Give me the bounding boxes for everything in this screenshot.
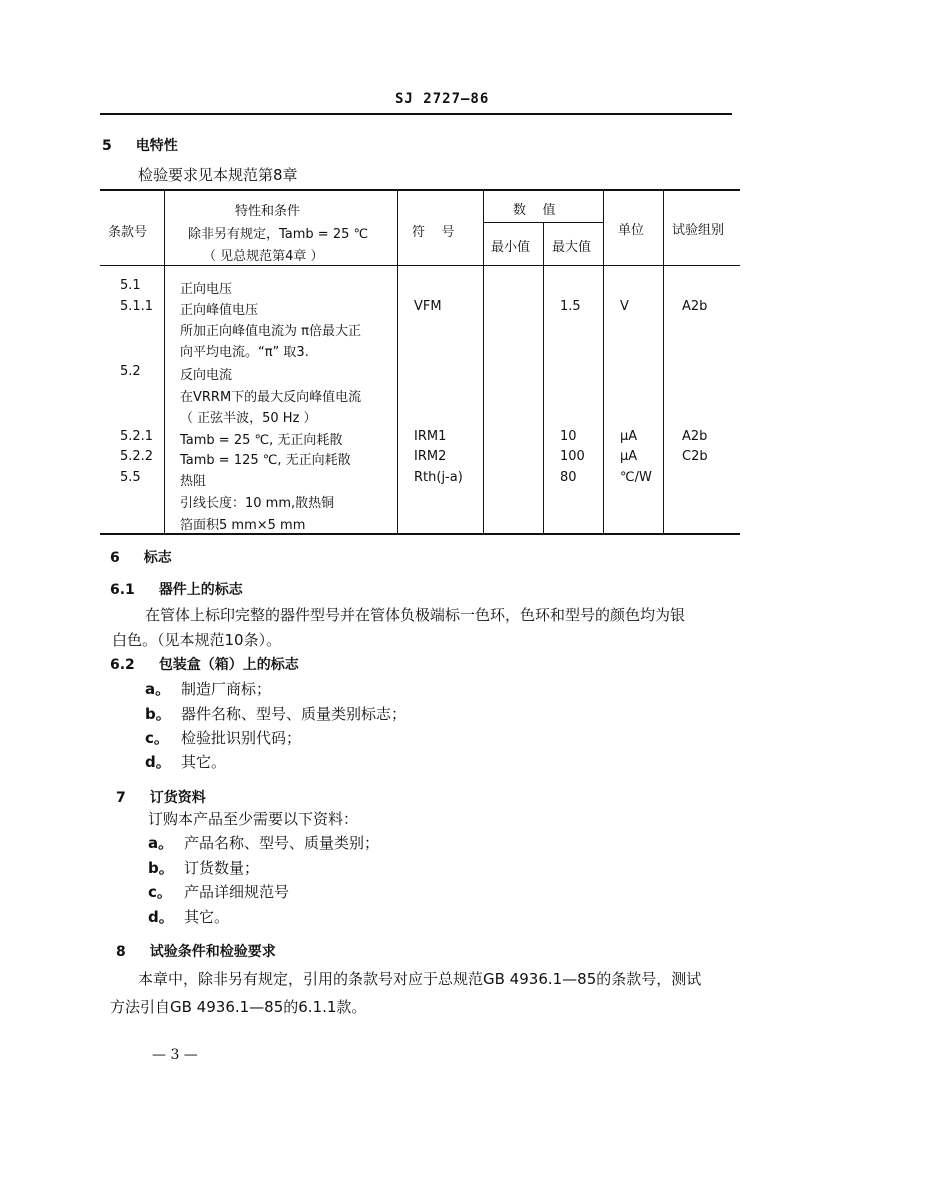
- section-number: 6.2: [110, 657, 135, 673]
- cell-symbol: VFM: [414, 299, 442, 314]
- document-code: SJ 2727—86: [395, 91, 490, 107]
- section-number: 7: [116, 790, 126, 806]
- cell-symbol: IRM2: [414, 449, 447, 464]
- col-header-reference: （ 见总规范第4章 ）: [203, 249, 324, 264]
- col-header-condition: 除非另有规定，Tamb = 25 ℃: [188, 227, 369, 242]
- cell-clause: 5.2.2: [120, 449, 154, 464]
- section-6-1-paragraph-line1: 在管体上标印完整的器件型号并在管体负极端标一色环，色环和型号的颜色均为银: [145, 606, 686, 624]
- section-5-heading: [102, 135, 178, 155]
- list-text: 产品详细规范号: [184, 883, 290, 901]
- list-text: 产品名称、型号、质量类别；: [184, 834, 380, 852]
- cell-characteristic: Tamb = 25 ℃, 无正向耗散: [180, 433, 343, 448]
- section-number: 6: [110, 550, 120, 566]
- col-header-value: 数 值: [513, 203, 556, 218]
- section-title: 包装盒（箱）上的标志: [158, 657, 299, 673]
- cell-characteristic: 正向电压: [180, 282, 233, 297]
- col-divider-4: [543, 222, 544, 534]
- list-item: [148, 832, 379, 853]
- col-header-unit: 单位: [618, 223, 645, 238]
- table-header-rule: [100, 265, 740, 266]
- list-text: 检验批识别代码；: [181, 729, 302, 747]
- cell-unit: μA: [620, 449, 638, 464]
- section-number: 5: [102, 138, 112, 154]
- cell-clause: 5.2.1: [120, 429, 154, 444]
- list-item: [145, 727, 301, 748]
- cell-clause: 5.2: [120, 364, 141, 379]
- section-7-heading: [116, 787, 206, 807]
- cell-unit: μA: [620, 429, 638, 444]
- col-header-symbol: 符 号: [412, 225, 455, 240]
- cell-symbol: Rth(j-a): [414, 470, 463, 485]
- cell-test-group: A2b: [682, 299, 708, 314]
- section-number: 8: [116, 944, 126, 960]
- cell-characteristic: 所加正向峰值电流为 π倍最大正: [180, 324, 361, 339]
- cell-characteristic: 在VRRM下的最大反向峰值电流: [180, 390, 362, 405]
- section-6-heading: [110, 547, 172, 567]
- section-8-heading: [116, 941, 276, 961]
- section-7-intro: 订购本产品至少需要以下资料：: [148, 810, 359, 828]
- list-item: [148, 857, 259, 878]
- cell-characteristic: 向平均电流。“π” 取3.: [180, 345, 309, 360]
- cell-test-group: A2b: [682, 429, 708, 444]
- cell-max-value: 10: [560, 429, 577, 444]
- section-6-2-heading: [110, 654, 299, 674]
- list-label: b。: [145, 705, 171, 723]
- list-text: 订货数量；: [184, 859, 260, 877]
- list-label: c。: [148, 883, 172, 901]
- list-item: [145, 751, 226, 772]
- page-number: — 3 —: [152, 1047, 198, 1063]
- section-5-intro: 检验要求见本规范第8章: [138, 166, 298, 184]
- section-title: 试验条件和检验要求: [149, 944, 276, 960]
- section-title: 电特性: [135, 138, 178, 154]
- col-header-characteristic: 特性和条件: [235, 204, 301, 219]
- cell-clause: 5.1.1: [120, 299, 154, 314]
- section-6-1-heading: [110, 579, 243, 599]
- col-divider-3: [483, 190, 484, 534]
- cell-characteristic: 正向峰值电压: [180, 303, 259, 318]
- cell-max-value: 100: [560, 449, 585, 464]
- cell-clause: 5.1: [120, 278, 141, 293]
- cell-unit: ℃/W: [620, 470, 652, 485]
- col-header-max: 最大值: [552, 240, 592, 255]
- cell-test-group: C2b: [682, 449, 708, 464]
- col-divider-2: [397, 190, 398, 534]
- header-rule: [100, 113, 732, 115]
- section-8-paragraph-line1: 本章中，除非另有规定，引用的条款号对应于总规范GB 4936.1—85的条款号，测试: [138, 970, 702, 988]
- list-text: 制造厂商标；: [181, 680, 272, 698]
- section-number: 6.1: [110, 582, 135, 598]
- cell-max-value: 1.5: [560, 299, 581, 314]
- col-divider-5: [603, 190, 604, 534]
- table-bottom-rule: [100, 533, 740, 535]
- list-label: c。: [145, 729, 169, 747]
- section-title: 标志: [143, 550, 172, 566]
- list-label: b。: [148, 859, 174, 877]
- list-text: 器件名称、型号、质量类别标志；: [181, 705, 407, 723]
- cell-max-value: 80: [560, 470, 577, 485]
- list-text: 其它。: [181, 753, 227, 771]
- section-title: 订货资料: [149, 790, 206, 806]
- list-item: [148, 881, 289, 902]
- col-divider-6: [663, 190, 664, 534]
- list-item: [145, 703, 406, 724]
- cell-characteristic: （ 正弦半波，50 Hz ）: [180, 411, 317, 426]
- list-item: [145, 678, 271, 699]
- list-label: a。: [145, 680, 171, 698]
- cell-characteristic: 热阻: [180, 474, 207, 489]
- section-title: 器件上的标志: [158, 582, 243, 598]
- list-label: a。: [148, 834, 174, 852]
- cell-characteristic: 引线长度：10 mm,散热铜: [180, 496, 335, 511]
- table-top-rule: [100, 189, 740, 191]
- list-label: d。: [148, 908, 174, 926]
- cell-symbol: IRM1: [414, 429, 447, 444]
- cell-unit: V: [620, 299, 629, 314]
- col-header-min: 最小值: [491, 240, 531, 255]
- section-8-paragraph-line2: 方法引自GB 4936.1—85的6.1.1款。: [110, 998, 367, 1016]
- col-header-clause: 条款号: [108, 225, 148, 240]
- list-item: [148, 906, 229, 927]
- cell-characteristic: Tamb = 125 ℃, 无正向耗散: [180, 453, 351, 468]
- col-divider-1: [164, 190, 165, 534]
- list-text: 其它。: [184, 908, 230, 926]
- cell-clause: 5.5: [120, 470, 141, 485]
- section-6-1-paragraph-line2: 白色。（见本规范10条）。: [112, 631, 282, 649]
- cell-characteristic: 箔面积5 mm×5 mm: [180, 518, 306, 533]
- cell-characteristic: 反向电流: [180, 368, 233, 383]
- col-header-group: 试验组别: [672, 223, 725, 238]
- list-label: d。: [145, 753, 171, 771]
